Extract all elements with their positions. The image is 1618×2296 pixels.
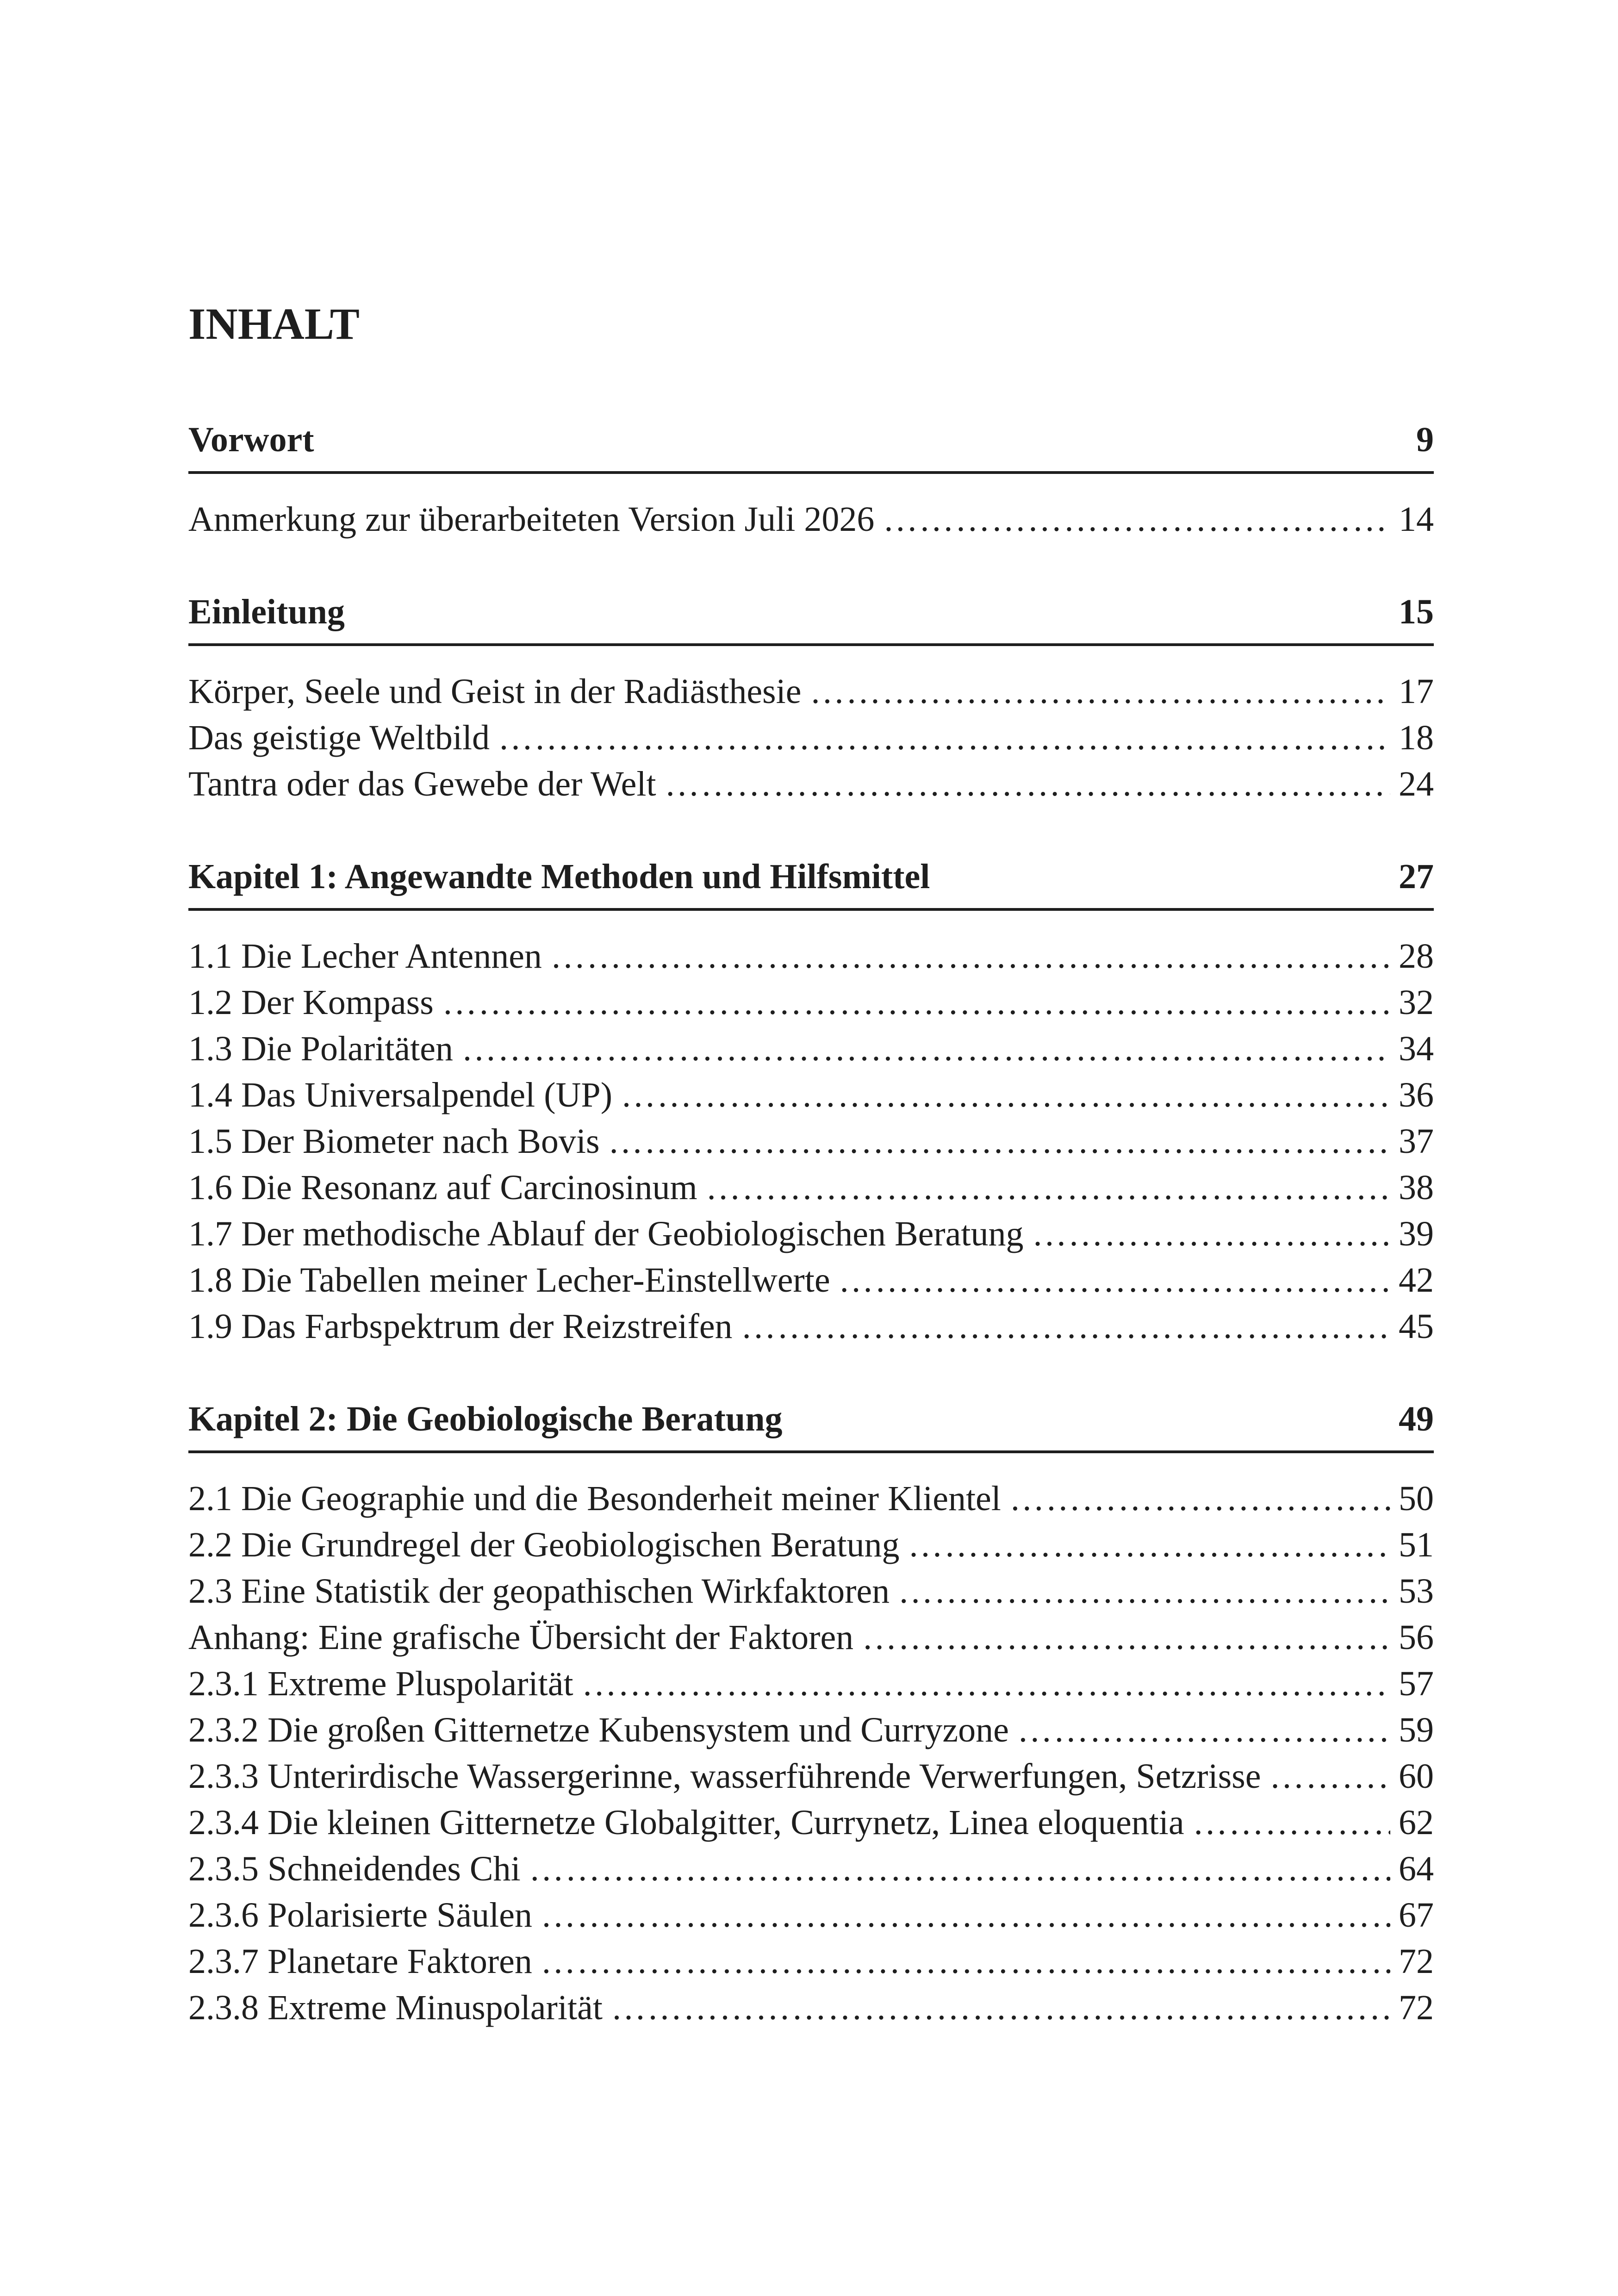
toc-entry-page: 62 <box>1399 1803 1434 1842</box>
dot-leader <box>498 715 1390 761</box>
toc-entry-label: 2.3.4 Die kleinen Gitternetze Globalgitter, Currynetz, Linea eloquentia <box>188 1803 1184 1842</box>
section-heading-vorwort <box>188 417 1434 463</box>
dot-leader <box>883 496 1390 542</box>
dot-leader <box>1269 1753 1390 1799</box>
toc-entry <box>188 1799 1434 1846</box>
toc-entry-page: 32 <box>1399 983 1434 1022</box>
section-title: Kapitel 2: Die Geobiologische Beratung <box>188 1400 783 1438</box>
toc-entry <box>188 1846 1434 1892</box>
toc-entry <box>188 1985 1434 2031</box>
toc-entry-label: 2.3.6 Polarisierte Säulen <box>188 1896 532 1935</box>
toc-entry <box>188 1118 1434 1164</box>
toc-entry <box>188 668 1434 715</box>
toc-entry-label: 2.3 Eine Statistik der geopathischen Wirkfaktoren <box>188 1572 890 1611</box>
document-page <box>188 0 1434 2296</box>
section-divider <box>188 471 1434 474</box>
toc-entry <box>188 496 1434 542</box>
section-page-number: 9 <box>1416 420 1434 459</box>
dot-leader <box>541 1938 1390 1985</box>
toc-entry-label: 1.2 Der Kompass <box>188 983 434 1022</box>
section-page-number: 15 <box>1399 592 1434 631</box>
toc-entry-label: 1.3 Die Polaritäten <box>188 1029 453 1068</box>
toc-entry <box>188 1072 1434 1118</box>
toc-entry-page: 34 <box>1399 1029 1434 1068</box>
toc-entry-page: 24 <box>1399 765 1434 803</box>
section-heading-kapitel-2 <box>188 1396 1434 1442</box>
toc-entry <box>188 1568 1434 1614</box>
toc-entry-page: 72 <box>1399 1988 1434 2027</box>
toc-entry <box>188 1707 1434 1753</box>
toc-entry-page: 39 <box>1399 1214 1434 1253</box>
toc-entry <box>188 979 1434 1026</box>
dot-leader <box>706 1164 1390 1211</box>
dot-leader <box>582 1661 1390 1707</box>
toc-entry-label: 2.3.2 Die großen Gitternetze Kubensystem und Curryzone <box>188 1711 1009 1749</box>
dot-leader <box>741 1303 1390 1350</box>
toc-entry <box>188 1303 1434 1350</box>
dot-leader <box>1017 1707 1390 1753</box>
dot-leader <box>550 933 1390 979</box>
toc-entry-label: Das geistige Weltbild <box>188 718 490 757</box>
toc-entry <box>188 933 1434 979</box>
toc-entry-label: 1.8 Die Tabellen meiner Lecher-Einstellwerte <box>188 1261 830 1300</box>
toc-entry <box>188 715 1434 761</box>
table-of-contents <box>188 417 1434 2031</box>
section-page-number: 27 <box>1399 857 1434 896</box>
toc-entry <box>188 1026 1434 1072</box>
toc-entry-page: 72 <box>1399 1942 1434 1981</box>
toc-entry-page: 28 <box>1399 937 1434 976</box>
toc-entry-page: 56 <box>1399 1618 1434 1657</box>
toc-entry-label: 2.3.1 Extreme Pluspolarität <box>188 1664 573 1703</box>
toc-entry <box>188 1753 1434 1799</box>
toc-entry-label: 1.6 Die Resonanz auf Carcinosinum <box>188 1168 697 1207</box>
dot-leader <box>908 1522 1390 1568</box>
toc-entry-label: 1.4 Das Universalpendel (UP) <box>188 1076 613 1114</box>
toc-entry-label: 1.1 Die Lecher Antennen <box>188 937 542 976</box>
dot-leader <box>1009 1475 1390 1522</box>
page-title: INHALT <box>188 299 360 348</box>
toc-entry <box>188 1211 1434 1257</box>
section-title: Vorwort <box>188 420 314 459</box>
dot-leader <box>541 1892 1390 1938</box>
toc-entry-page: 50 <box>1399 1479 1434 1518</box>
dot-leader <box>621 1072 1390 1118</box>
toc-entry-page: 53 <box>1399 1572 1434 1611</box>
toc-entry-label: 1.9 Das Farbspektrum der Reizstreifen <box>188 1307 733 1346</box>
toc-entry <box>188 1938 1434 1985</box>
toc-entry-page: 59 <box>1399 1711 1434 1749</box>
section-title: Einleitung <box>188 592 345 631</box>
section-title: Kapitel 1: Angewandte Methoden und Hilfsmittel <box>188 857 930 896</box>
dot-leader <box>608 1118 1390 1164</box>
dot-leader <box>1032 1211 1390 1257</box>
toc-entry <box>188 1614 1434 1661</box>
toc-entry-label: 2.3.5 Schneidendes Chi <box>188 1849 521 1888</box>
dot-leader <box>1193 1799 1390 1846</box>
toc-entry-page: 64 <box>1399 1849 1434 1888</box>
toc-entry-label: 2.3.7 Planetare Faktoren <box>188 1942 532 1981</box>
dot-leader <box>665 761 1390 807</box>
toc-entry <box>188 1164 1434 1211</box>
toc-entry-label: 2.2 Die Grundregel der Geobiologischen Beratung <box>188 1525 900 1564</box>
toc-entry-label: 2.3.8 Extreme Minuspolarität <box>188 1988 603 2027</box>
toc-entry-page: 18 <box>1399 718 1434 757</box>
toc-entry-label: Anhang: Eine grafische Übersicht der Faktoren <box>188 1618 854 1657</box>
toc-entry <box>188 1257 1434 1303</box>
toc-entry-page: 38 <box>1399 1168 1434 1207</box>
toc-entry <box>188 761 1434 807</box>
dot-leader <box>862 1614 1390 1661</box>
toc-entry-page: 45 <box>1399 1307 1434 1346</box>
dot-leader <box>611 1985 1390 2031</box>
toc-entry-page: 51 <box>1399 1525 1434 1564</box>
toc-entry-label: Körper, Seele und Geist in der Radiästhesie <box>188 672 802 711</box>
section-divider <box>188 908 1434 911</box>
toc-entry-label: Tantra oder das Gewebe der Welt <box>188 765 656 803</box>
toc-entry-label: 1.5 Der Biometer nach Bovis <box>188 1122 600 1161</box>
toc-entry-label: 1.7 Der methodische Ablauf der Geobiologischen Beratung <box>188 1214 1024 1253</box>
section-divider <box>188 643 1434 646</box>
section-heading-einleitung <box>188 589 1434 635</box>
toc-entry-label: 2.3.3 Unterirdische Wassergerinne, wasserführende Verwerfungen, Setzrisse <box>188 1757 1261 1796</box>
toc-entry <box>188 1522 1434 1568</box>
section-divider <box>188 1450 1434 1453</box>
dot-leader <box>839 1257 1390 1303</box>
section-page-number: 49 <box>1399 1400 1434 1438</box>
toc-entry <box>188 1661 1434 1707</box>
section-heading-kapitel-1 <box>188 853 1434 900</box>
dot-leader <box>461 1026 1390 1072</box>
toc-entry-page: 60 <box>1399 1757 1434 1796</box>
dot-leader <box>898 1568 1390 1614</box>
toc-entry <box>188 1892 1434 1938</box>
toc-entry-page: 36 <box>1399 1076 1434 1114</box>
toc-entry-label: Anmerkung zur überarbeiteten Version Juli 2026 <box>188 500 875 539</box>
toc-entry-page: 14 <box>1399 500 1434 539</box>
dot-leader <box>529 1846 1390 1892</box>
toc-entry-page: 37 <box>1399 1122 1434 1161</box>
toc-entry-label: 2.1 Die Geographie und die Besonderheit meiner Klientel <box>188 1479 1001 1518</box>
toc-entry-page: 17 <box>1399 672 1434 711</box>
toc-entry-page: 67 <box>1399 1896 1434 1935</box>
dot-leader <box>809 668 1390 715</box>
toc-entry-page: 42 <box>1399 1261 1434 1300</box>
dot-leader <box>442 979 1390 1026</box>
toc-entry <box>188 1475 1434 1522</box>
toc-entry-page: 57 <box>1399 1664 1434 1703</box>
